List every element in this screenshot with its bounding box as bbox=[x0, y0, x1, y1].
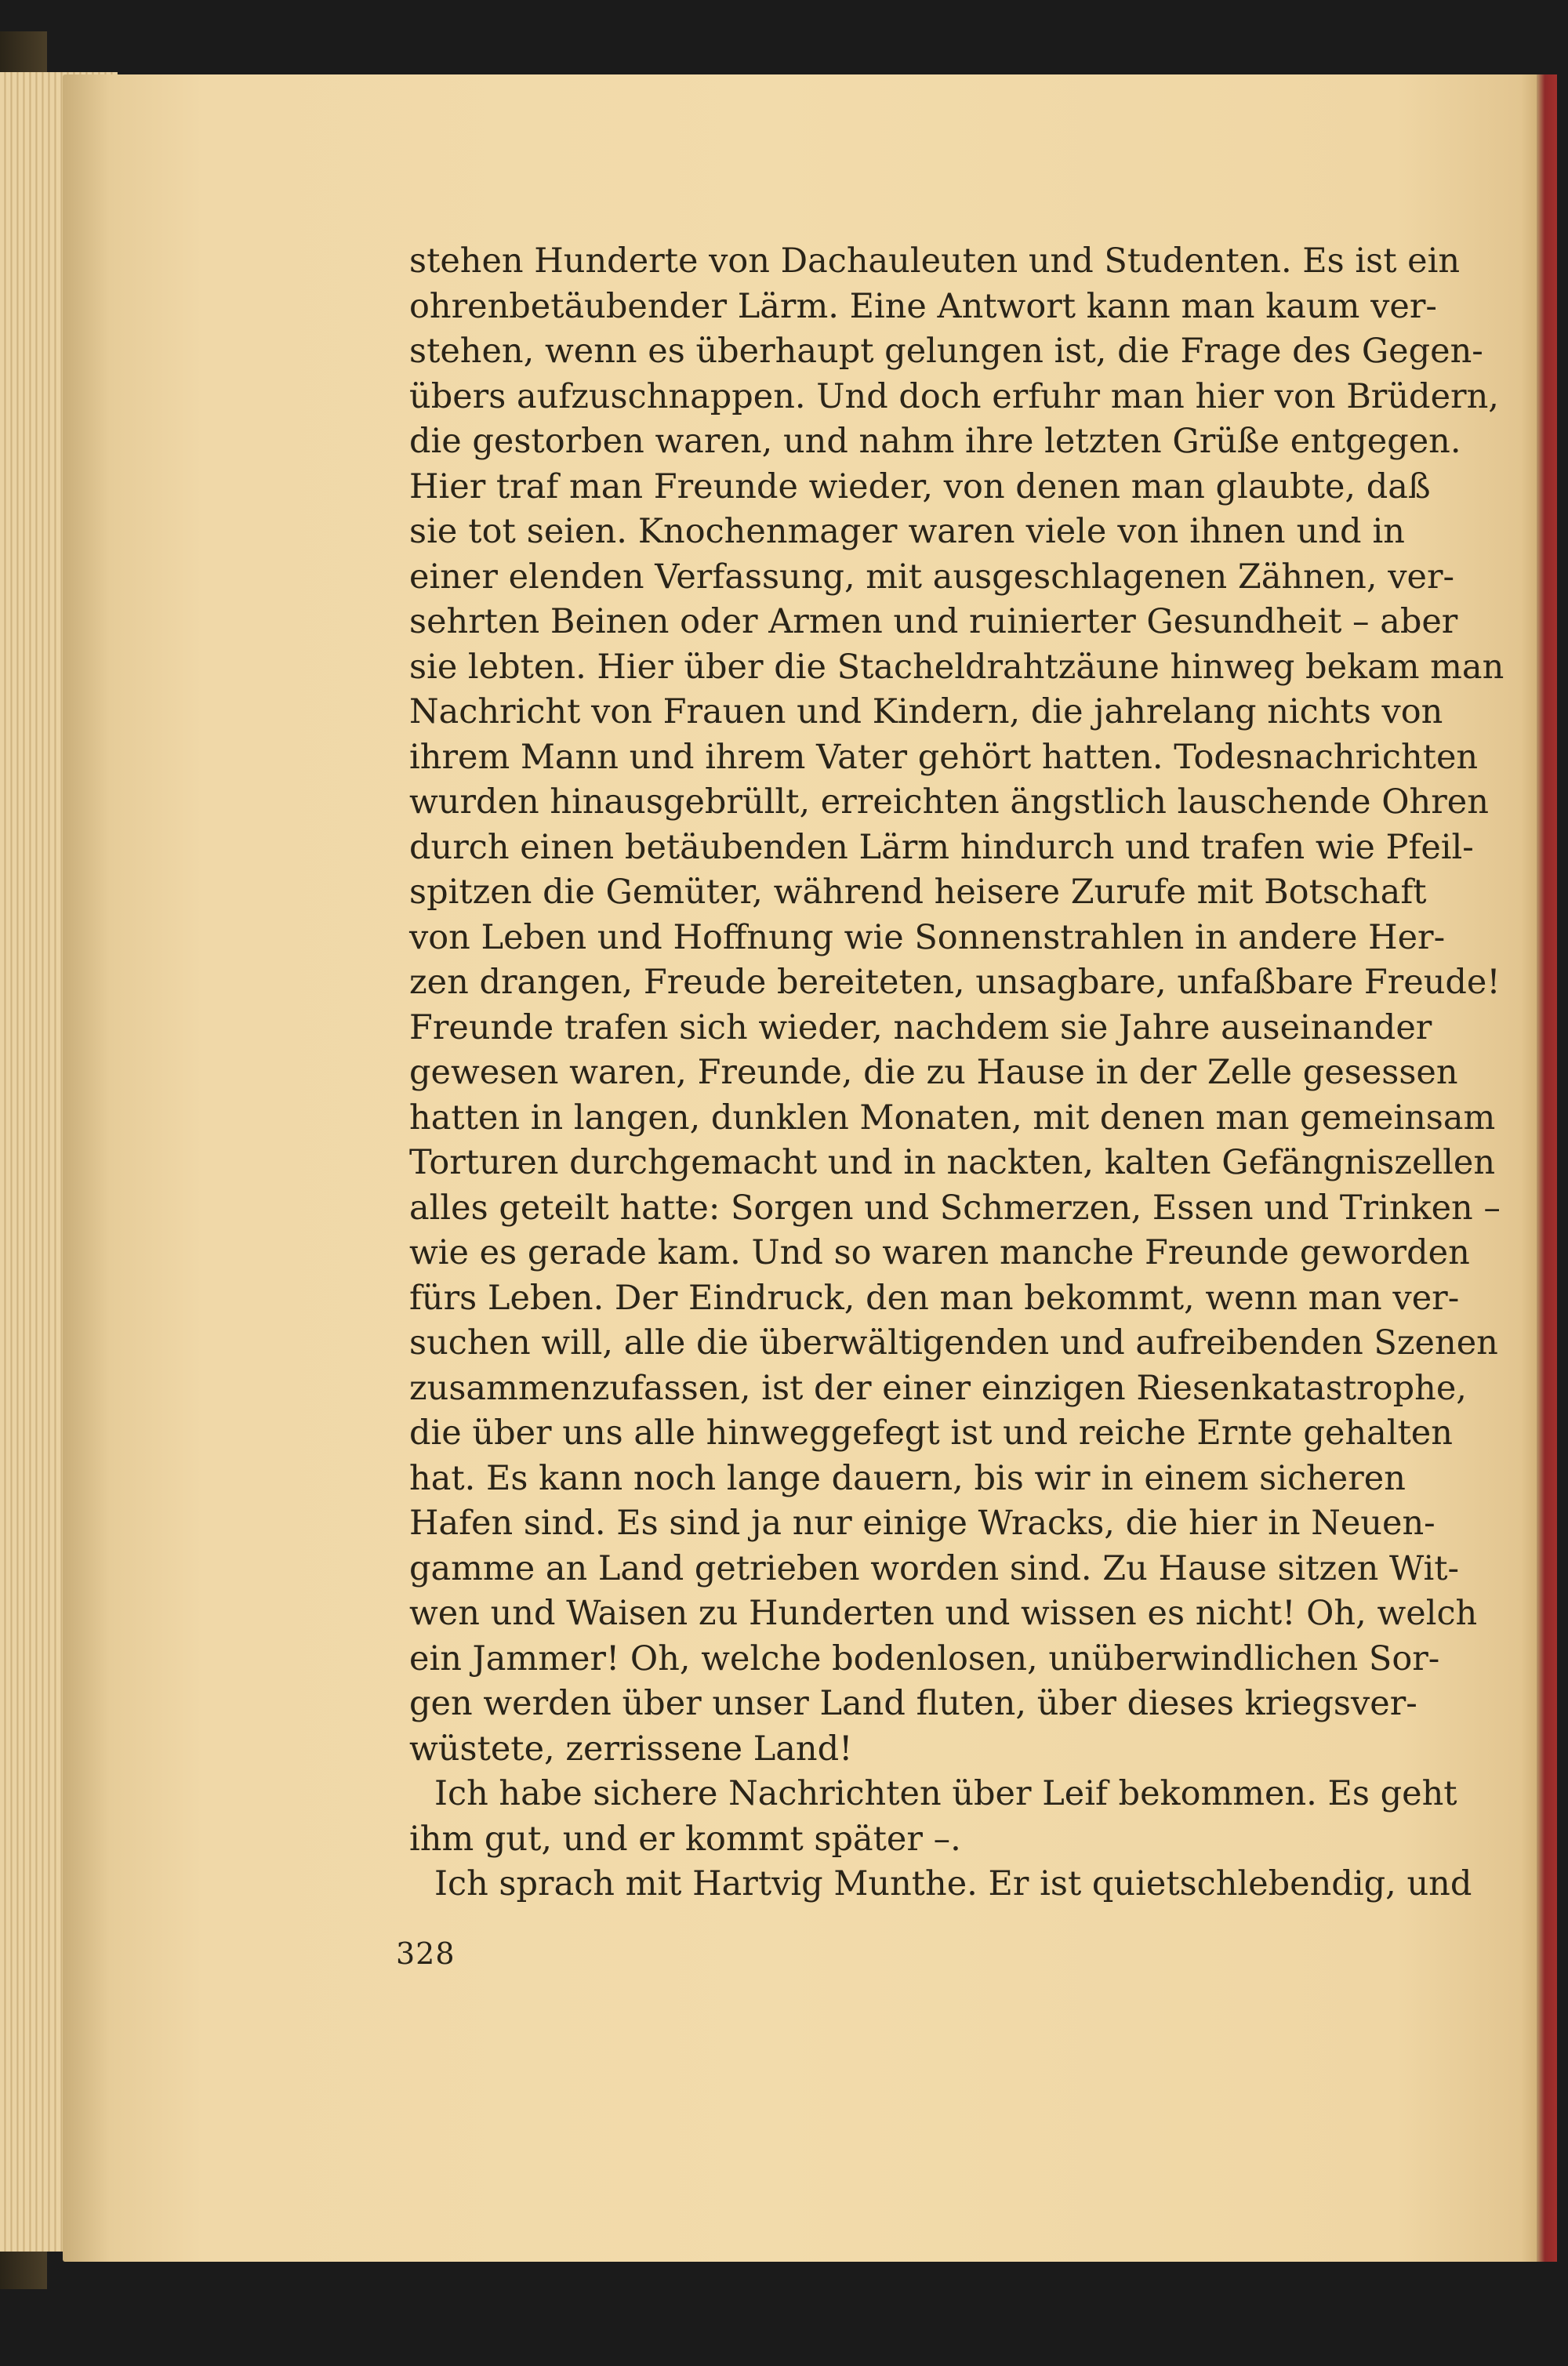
text-line: suchen will, alle die überwältigenden und aufreibenden Szenen bbox=[409, 1323, 1498, 1363]
text-line: ein Jammer! Oh, welche bodenlosen, unüberwindlichen Sor- bbox=[409, 1638, 1440, 1678]
text-line: ihm gut, und er kommt später –. bbox=[409, 1819, 961, 1859]
text-line: übers aufzuschnappen. Und doch erfuhr man hier von Brüdern, bbox=[409, 376, 1499, 416]
text-line: gamme an Land getrieben worden sind. Zu Hause sitzen Wit- bbox=[409, 1548, 1460, 1588]
text-line: Nachricht von Frauen und Kindern, die jahrelang nichts von bbox=[409, 692, 1443, 731]
text-line: die über uns alle hinweggefegt ist und reiche Ernte gehalten bbox=[409, 1413, 1453, 1453]
text-line: wüstete, zerrissene Land! bbox=[409, 1729, 853, 1769]
text-line: zen drangen, Freude bereiteten, unsagbare, unfaßbare Freude! bbox=[409, 963, 1501, 1002]
text-line: von Leben und Hoffnung wie Sonnenstrahlen in andere Her- bbox=[409, 917, 1446, 957]
text-line: wurden hinausgebrüllt, erreichten ängstlich lauschende Ohren bbox=[409, 782, 1489, 822]
text-line: Freunde trafen sich wieder, nachdem sie Jahre auseinander bbox=[409, 1007, 1432, 1047]
text-line: hat. Es kann noch lange dauern, bis wir in einem sicheren bbox=[409, 1458, 1406, 1498]
text-line: Hafen sind. Es sind ja nur einige Wracks, die hier in Neuen- bbox=[409, 1504, 1436, 1543]
text-line: sie tot seien. Knochenmager waren viele von ihnen und in bbox=[409, 512, 1405, 551]
text-line: Torturen durchgemacht und in nackten, kalten Gefängniszellen bbox=[409, 1143, 1496, 1182]
text-line: die gestorben waren, und nahm ihre letzten Grüße entgegen. bbox=[409, 422, 1461, 461]
text-line: wen und Waisen zu Hunderten und wissen es nicht! Oh, welch bbox=[409, 1594, 1478, 1633]
text-line: hatten in langen, dunklen Monaten, mit denen man gemeinsam bbox=[409, 1098, 1496, 1138]
text-line: sie lebten. Hier über die Stacheldrahtzäune hinweg bekam man bbox=[409, 647, 1504, 687]
text-line: wie es gerade kam. Und so waren manche Freunde geworden bbox=[409, 1233, 1470, 1272]
text-line: ohrenbetäubender Lärm. Eine Antwort kann man kaum ver- bbox=[409, 286, 1437, 326]
text-line: Ich sprach mit Hartvig Munthe. Er ist quietschlebendig, und bbox=[434, 1864, 1472, 1903]
text-line: fürs Leben. Der Eindruck, den man bekommt, wenn man ver- bbox=[409, 1278, 1460, 1318]
text-line: zusammenzufassen, ist der einer einzigen Riesenkatastrophe, bbox=[409, 1368, 1467, 1408]
text-line: einer elenden Verfassung, mit ausgeschlagenen Zähnen, ver- bbox=[409, 557, 1455, 597]
text-line: alles geteilt hatte: Sorgen und Schmerzen, Essen und Trinken – bbox=[409, 1188, 1501, 1228]
text-line: spitzen die Gemüter, während heisere Zurufe mit Botschaft bbox=[409, 873, 1427, 912]
page-number: 328 bbox=[396, 1936, 456, 1971]
text-line: Hier traf man Freunde wieder, von denen man glaubte, daß bbox=[409, 466, 1431, 506]
text-line: gewesen waren, Freunde, die zu Hause in der Zelle gesessen bbox=[409, 1053, 1458, 1092]
text-line: stehen, wenn es überhaupt gelungen ist, die Frage des Gegen- bbox=[409, 332, 1483, 371]
text-line: sehrten Beinen oder Armen und ruinierter Gesundheit – aber bbox=[409, 602, 1458, 641]
text-line: ihrem Mann und ihrem Vater gehört hatten. Todesnachrichten bbox=[409, 737, 1479, 777]
text-line: durch einen betäubenden Lärm hindurch und trafen wie Pfeil- bbox=[409, 827, 1474, 867]
body-text bbox=[409, 239, 1504, 1907]
text-line: stehen Hunderte von Dachauleuten und Studenten. Es ist ein bbox=[409, 241, 1461, 281]
book-red-edge bbox=[1537, 74, 1557, 2262]
text-line: Ich habe sichere Nachrichten über Leif bekommen. Es geht bbox=[434, 1774, 1457, 1813]
text-line: gen werden über unser Land fluten, über dieses kriegsver- bbox=[409, 1684, 1417, 1723]
